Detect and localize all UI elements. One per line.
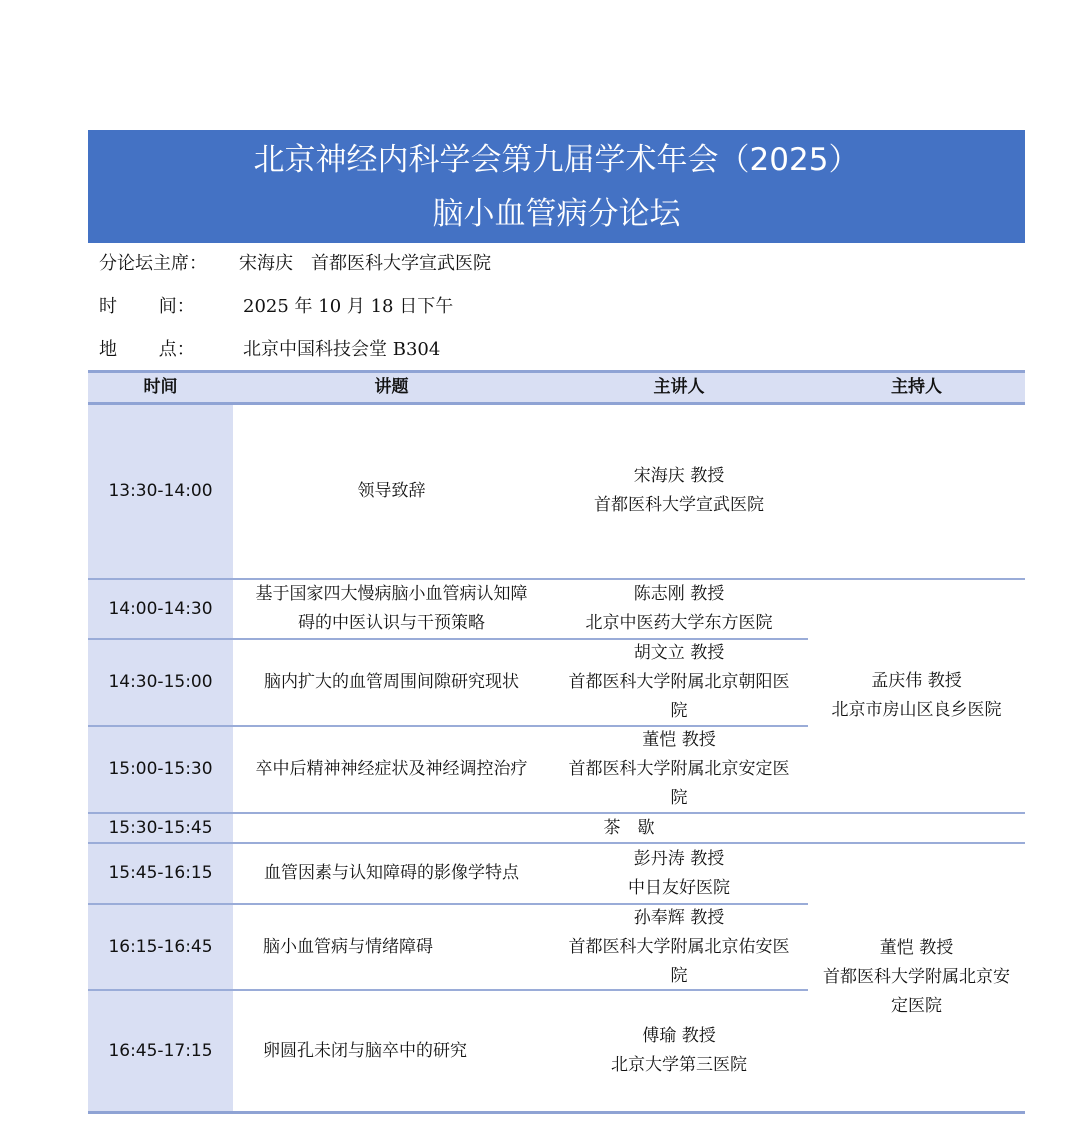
row-time: 14:30-15:00 [88, 639, 233, 726]
row-topic: 血管因素与认知障碍的影像学特点 [264, 863, 519, 883]
host-cell [808, 579, 1025, 813]
host-name: 董恺 教授 [879, 938, 954, 958]
row-divider [88, 989, 808, 991]
row-topic: 领导致辞 [357, 480, 426, 501]
time-value: 2025 年 10 月 18 日下午 [243, 296, 454, 317]
row-time: 13:30-14:00 [88, 403, 233, 579]
speaker-name: 傅瑜 教授 [642, 1026, 716, 1046]
chair-label: 分论坛主席： [99, 253, 207, 274]
row-topic: 脑小血管病与情绪障碍 [263, 936, 433, 957]
row-speaker [550, 990, 808, 1112]
place-value: 北京中国科技会堂 B304 [243, 339, 441, 360]
row-time: 15:45-16:15 [88, 843, 233, 904]
row-divider [88, 578, 1025, 580]
row-speaker [550, 904, 808, 990]
row-topic: 卵圆孔未闭与脑卒中的研究 [263, 1040, 467, 1061]
row-topic: 基于国家四大慢病脑小血管病认知障碍的中医认识与干预策略 [255, 584, 528, 633]
speaker-name: 陈志刚 教授 [633, 584, 725, 604]
row-speaker [550, 843, 808, 904]
row-topic: 卒中后精神神经症状及神经调控治疗 [255, 759, 528, 779]
speaker-org: 首都医科大学附属北京佑安医院 [568, 936, 790, 986]
time-label: 时 间： [99, 296, 195, 317]
host-name: 孟庆伟 教授 [871, 671, 962, 691]
speaker-org: 首都医科大学附属北京安定医院 [568, 759, 790, 808]
row-divider [88, 842, 1025, 844]
speaker-org: 北京中医药大学东方医院 [585, 613, 773, 633]
header-time: 时间 [88, 371, 233, 403]
speaker-name: 宋海庆 教授 [633, 466, 725, 486]
speaker-org: 中日友好医院 [628, 877, 730, 898]
conference-title: 北京神经内科学会第九届学术年会（2025） [253, 142, 860, 178]
forum-title: 脑小血管病分论坛 [432, 196, 681, 232]
row-divider [88, 638, 808, 640]
row-divider [88, 903, 808, 905]
row-time: 15:30-15:45 [88, 813, 233, 843]
table-top-border [88, 370, 1025, 373]
place-label: 地 点： [99, 339, 195, 360]
speaker-org: 北京大学第三医院 [611, 1055, 747, 1075]
speaker-org: 首都医科大学宣武医院 [594, 495, 764, 515]
schedule-table [88, 371, 1025, 1113]
row-time: 15:00-15:30 [88, 726, 233, 813]
speaker-name: 孙奉辉 教授 [633, 907, 725, 928]
tea-break: 茶 歇 [603, 817, 655, 838]
row-speaker [550, 726, 808, 813]
speaker-name: 胡文立 教授 [633, 643, 725, 663]
row-speaker [550, 639, 808, 726]
row-time: 16:45-17:15 [88, 990, 233, 1112]
host-cell [808, 843, 1025, 1112]
row-time: 14:00-14:30 [88, 579, 233, 639]
header-bottom-border [88, 402, 1025, 405]
title-banner [88, 130, 1025, 243]
row-speaker [550, 403, 808, 579]
row-divider [88, 812, 1025, 814]
row-divider [88, 725, 808, 727]
row-topic: 脑内扩大的血管周围间隙研究现状 [264, 672, 519, 692]
host-org: 首都医科大学附属北京安定医院 [823, 967, 1010, 1016]
row-time: 16:15-16:45 [88, 904, 233, 990]
host-org: 北京市房山区良乡医院 [831, 700, 1002, 720]
header-host: 主持人 [808, 371, 1025, 403]
row-speaker [550, 579, 808, 639]
speaker-name: 董恺 教授 [642, 730, 716, 750]
speaker-name: 彭丹涛 教授 [633, 848, 725, 869]
table-bottom-border [88, 1111, 1025, 1114]
speaker-org: 首都医科大学附属北京朝阳医院 [568, 672, 790, 721]
chair-value: 宋海庆 首都医科大学宣武医院 [239, 253, 491, 274]
header-topic: 讲题 [233, 371, 550, 403]
header-speaker: 主讲人 [550, 371, 808, 403]
